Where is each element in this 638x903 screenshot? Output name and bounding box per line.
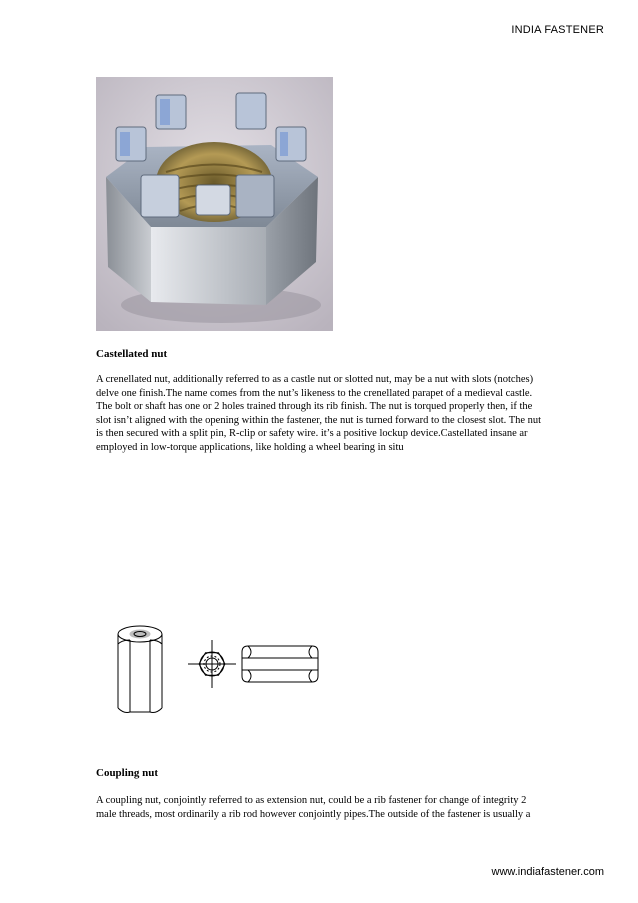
castellated-nut-description [96, 373, 546, 455]
paragraph: The bolt or shaft has one or 2 holes trained through its rib finish. The nut is torqued properly then, if the slot isn’t aligned with the opening within the fastener, the nut is turned forward to the closest slot. The nut is then secured with a split pin, R-clip or safety wire. it’s a positive lockup device.Castellated insane ar employed in low-torque applications, like holding a wheel bearing in situ [96, 401, 542, 453]
paragraph: A crenellated nut, additionally referred to as a castle nut or slotted nut, may be a nut with slots (notches) delve one finish.The name comes from the nut’s likeness to the crenellated parapet of a medieval castle. [96, 374, 534, 399]
paragraph: A coupling nut, conjointly referred to as extension nut, could be a rib fastener for change of integrity 2 male threads, most ordinarily a rib rod however conjointly pipes.The outside of the fastener is usually a [96, 795, 531, 820]
section-title-coupling-nut: Coupling nut [96, 767, 159, 779]
footer-website: www.indiafastener.com [491, 866, 604, 878]
section-title-castellated-nut: Castellated nut [96, 348, 168, 360]
coupling-nut-drawing [108, 620, 328, 716]
header-brand: INDIA FASTENER [511, 24, 604, 36]
castellated-nut-photo [96, 77, 333, 331]
coupling-nut-description [96, 794, 546, 821]
